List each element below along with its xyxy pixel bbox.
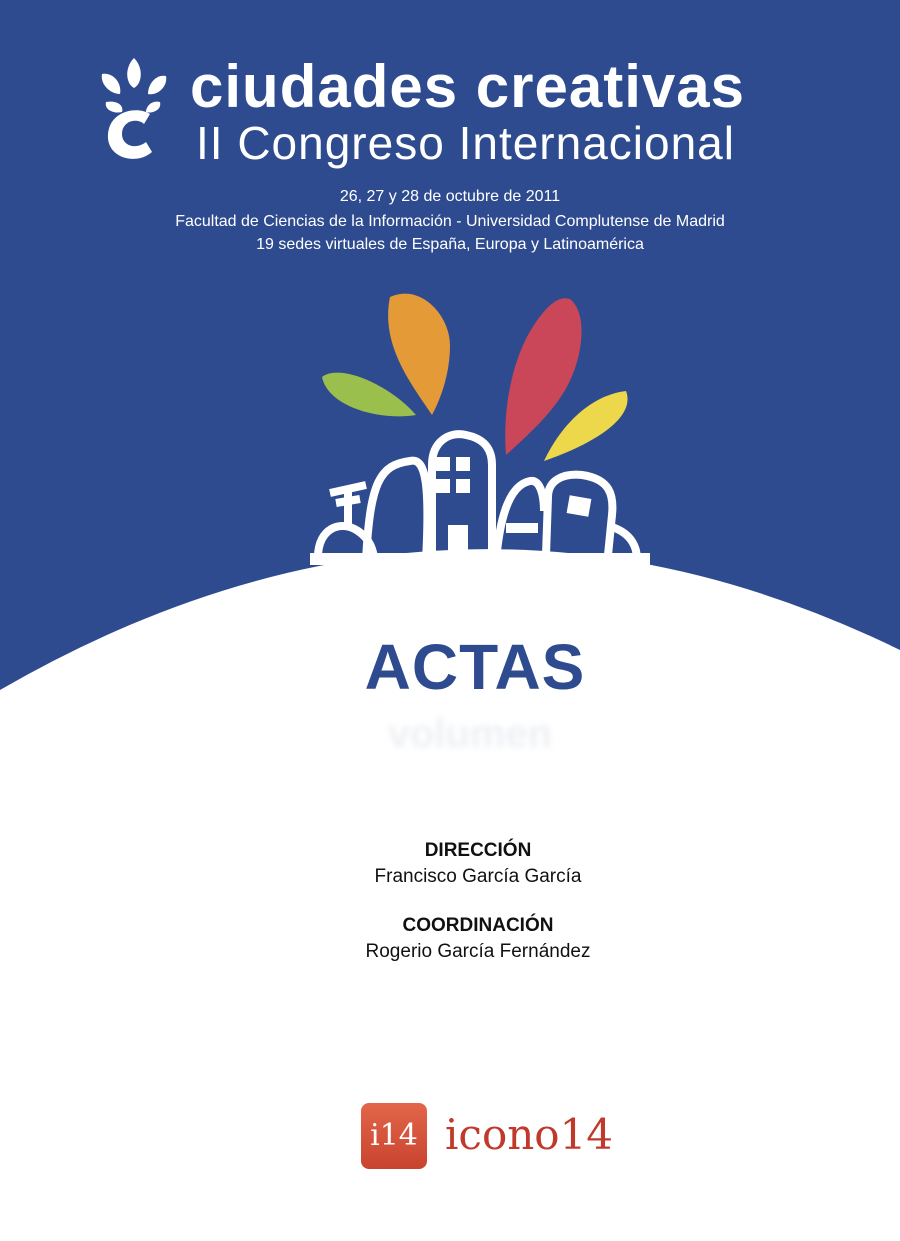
orange-petal: [388, 294, 450, 415]
title-line-1: ciudades creativas: [190, 53, 745, 120]
title-line-2: II Congreso Internacional: [196, 117, 735, 169]
event-virtual-venues: 19 sedes virtuales de España, Europa y Latinoamérica: [256, 236, 644, 253]
coordination-label: COORDINACIÓN: [402, 915, 554, 936]
ciudades-creativas-logo-icon: [94, 54, 174, 166]
city-illustration: [300, 285, 660, 585]
direction-name: Francisco García García: [374, 866, 582, 887]
green-petal: [322, 373, 416, 417]
actas-heading: ACTAS: [364, 631, 586, 703]
coordination-name: Rogerio García Fernández: [365, 941, 591, 962]
event-dates: 26, 27 y 28 de octubre de 2011: [339, 188, 561, 205]
event-venue: Facultad de Ciencias de la Información - Universidad Complutense de Madrid: [175, 213, 725, 230]
direction-label: DIRECCIÓN: [424, 840, 532, 861]
publisher-name: icono14: [445, 1110, 614, 1159]
icono14-badge-icon: i14: [361, 1103, 427, 1169]
faded-subtitle: volumen: [387, 712, 553, 756]
